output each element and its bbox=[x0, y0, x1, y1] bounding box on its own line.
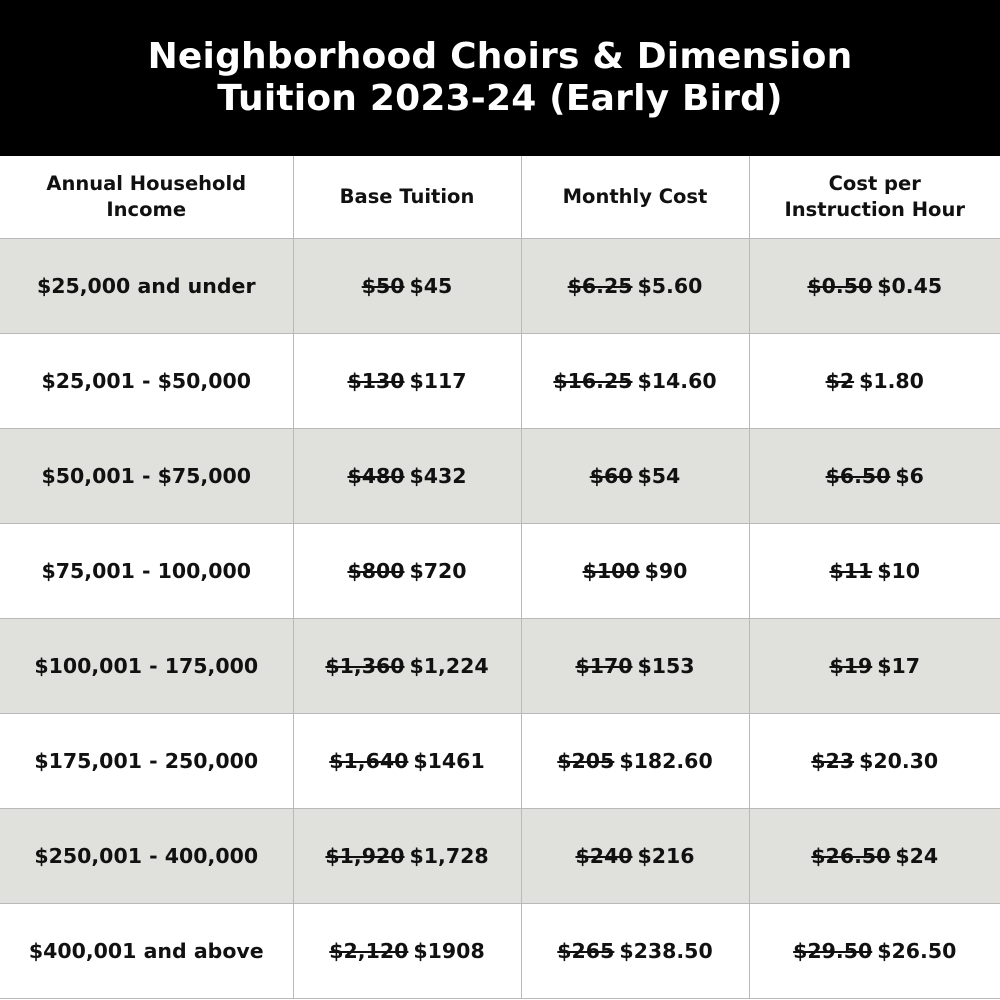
monthly-cost-new-price: $5.60 bbox=[637, 273, 703, 298]
monthly-cost-cell bbox=[521, 713, 749, 808]
cost-per-hour-cell bbox=[749, 713, 1000, 808]
cost-per-hour-old-price: $0.50 bbox=[807, 273, 873, 298]
base-tuition-old-price: $1,360 bbox=[325, 653, 405, 678]
title-banner bbox=[0, 0, 1000, 156]
monthly-cost-cell bbox=[521, 523, 749, 618]
table-row bbox=[0, 523, 1000, 618]
cost-per-hour-new-price: $1.80 bbox=[859, 368, 924, 393]
monthly-cost-cell bbox=[521, 333, 749, 428]
cost-per-hour-cell bbox=[749, 238, 1000, 333]
base-tuition-old-price: $480 bbox=[347, 463, 405, 488]
column-header-monthly-cost: Monthly Cost bbox=[521, 156, 749, 238]
income-cell: $25,001 - $50,000 bbox=[0, 333, 293, 428]
base-tuition-old-price: $1,640 bbox=[329, 748, 409, 773]
monthly-cost-cell bbox=[521, 903, 749, 998]
monthly-cost-new-price: $153 bbox=[637, 653, 695, 678]
monthly-cost-cell bbox=[521, 428, 749, 523]
base-tuition-cell bbox=[293, 618, 521, 713]
base-tuition-cell bbox=[293, 428, 521, 523]
base-tuition-cell bbox=[293, 523, 521, 618]
monthly-cost-new-price: $14.60 bbox=[637, 368, 717, 393]
base-tuition-new-price: $720 bbox=[409, 558, 467, 583]
table-header-row bbox=[0, 156, 1000, 238]
column-header-income-line-1: Annual Household bbox=[46, 171, 247, 195]
monthly-cost-old-price: $205 bbox=[557, 748, 615, 773]
cost-per-hour-new-price: $26.50 bbox=[877, 938, 957, 963]
income-cell: $50,001 - $75,000 bbox=[0, 428, 293, 523]
cost-per-hour-cell bbox=[749, 333, 1000, 428]
column-header-income bbox=[0, 156, 293, 238]
cost-per-hour-cell bbox=[749, 618, 1000, 713]
cost-per-hour-old-price: $11 bbox=[829, 558, 873, 583]
income-cell: $250,001 - 400,000 bbox=[0, 808, 293, 903]
cost-per-hour-old-price: $26.50 bbox=[811, 843, 891, 868]
monthly-cost-new-price: $54 bbox=[637, 463, 681, 488]
column-header-cost-per-hour-line-1: Cost per bbox=[828, 171, 921, 195]
column-header-base-tuition: Base Tuition bbox=[293, 156, 521, 238]
cost-per-hour-cell bbox=[749, 523, 1000, 618]
monthly-cost-cell bbox=[521, 808, 749, 903]
income-cell: $75,001 - 100,000 bbox=[0, 523, 293, 618]
monthly-cost-old-price: $100 bbox=[582, 558, 640, 583]
cost-per-hour-new-price: $10 bbox=[877, 558, 921, 583]
base-tuition-old-price: $50 bbox=[361, 273, 405, 298]
base-tuition-old-price: $2,120 bbox=[329, 938, 409, 963]
income-cell: $100,001 - 175,000 bbox=[0, 618, 293, 713]
base-tuition-cell bbox=[293, 713, 521, 808]
monthly-cost-new-price: $238.50 bbox=[619, 938, 713, 963]
monthly-cost-old-price: $170 bbox=[575, 653, 633, 678]
cost-per-hour-old-price: $2 bbox=[825, 368, 855, 393]
cost-per-hour-old-price: $23 bbox=[811, 748, 855, 773]
monthly-cost-new-price: $182.60 bbox=[619, 748, 713, 773]
table-row bbox=[0, 713, 1000, 808]
monthly-cost-old-price: $265 bbox=[557, 938, 615, 963]
table-row bbox=[0, 903, 1000, 998]
tuition-table bbox=[0, 156, 1000, 999]
cost-per-hour-new-price: $24 bbox=[895, 843, 939, 868]
monthly-cost-old-price: $240 bbox=[575, 843, 633, 868]
table-row bbox=[0, 808, 1000, 903]
table-row bbox=[0, 618, 1000, 713]
cost-per-hour-old-price: $29.50 bbox=[793, 938, 873, 963]
monthly-cost-cell bbox=[521, 618, 749, 713]
base-tuition-new-price: $1,728 bbox=[409, 843, 489, 868]
column-header-cost-per-hour bbox=[749, 156, 1000, 238]
base-tuition-old-price: $130 bbox=[347, 368, 405, 393]
base-tuition-cell bbox=[293, 238, 521, 333]
monthly-cost-old-price: $60 bbox=[589, 463, 633, 488]
cost-per-hour-old-price: $6.50 bbox=[825, 463, 891, 488]
income-cell: $25,000 and under bbox=[0, 238, 293, 333]
monthly-cost-cell bbox=[521, 238, 749, 333]
base-tuition-new-price: $432 bbox=[409, 463, 467, 488]
cost-per-hour-new-price: $20.30 bbox=[859, 748, 939, 773]
base-tuition-cell bbox=[293, 903, 521, 998]
column-header-cost-per-hour-line-2: Instruction Hour bbox=[784, 197, 965, 221]
cost-per-hour-new-price: $0.45 bbox=[877, 273, 943, 298]
base-tuition-new-price: $1908 bbox=[413, 938, 485, 963]
base-tuition-new-price: $1,224 bbox=[409, 653, 489, 678]
page-title-line-2: Tuition 2023-24 (Early Bird) bbox=[217, 78, 783, 119]
cost-per-hour-cell bbox=[749, 903, 1000, 998]
base-tuition-old-price: $1,920 bbox=[325, 843, 405, 868]
cost-per-hour-new-price: $6 bbox=[895, 463, 924, 488]
income-cell: $175,001 - 250,000 bbox=[0, 713, 293, 808]
monthly-cost-new-price: $90 bbox=[644, 558, 688, 583]
base-tuition-cell bbox=[293, 808, 521, 903]
monthly-cost-new-price: $216 bbox=[637, 843, 695, 868]
column-header-income-line-2: Income bbox=[106, 197, 187, 221]
monthly-cost-old-price: $16.25 bbox=[553, 368, 633, 393]
table-row bbox=[0, 333, 1000, 428]
monthly-cost-old-price: $6.25 bbox=[567, 273, 633, 298]
cost-per-hour-cell bbox=[749, 808, 1000, 903]
cost-per-hour-new-price: $17 bbox=[877, 653, 921, 678]
table-row bbox=[0, 428, 1000, 523]
cost-per-hour-cell bbox=[749, 428, 1000, 523]
base-tuition-new-price: $1461 bbox=[413, 748, 485, 773]
base-tuition-cell bbox=[293, 333, 521, 428]
page-title-line-1: Neighborhood Choirs & Dimension bbox=[147, 36, 853, 77]
income-cell: $400,001 and above bbox=[0, 903, 293, 998]
table-row bbox=[0, 238, 1000, 333]
base-tuition-new-price: $45 bbox=[409, 273, 453, 298]
base-tuition-old-price: $800 bbox=[347, 558, 405, 583]
cost-per-hour-old-price: $19 bbox=[829, 653, 873, 678]
base-tuition-new-price: $117 bbox=[409, 368, 467, 393]
